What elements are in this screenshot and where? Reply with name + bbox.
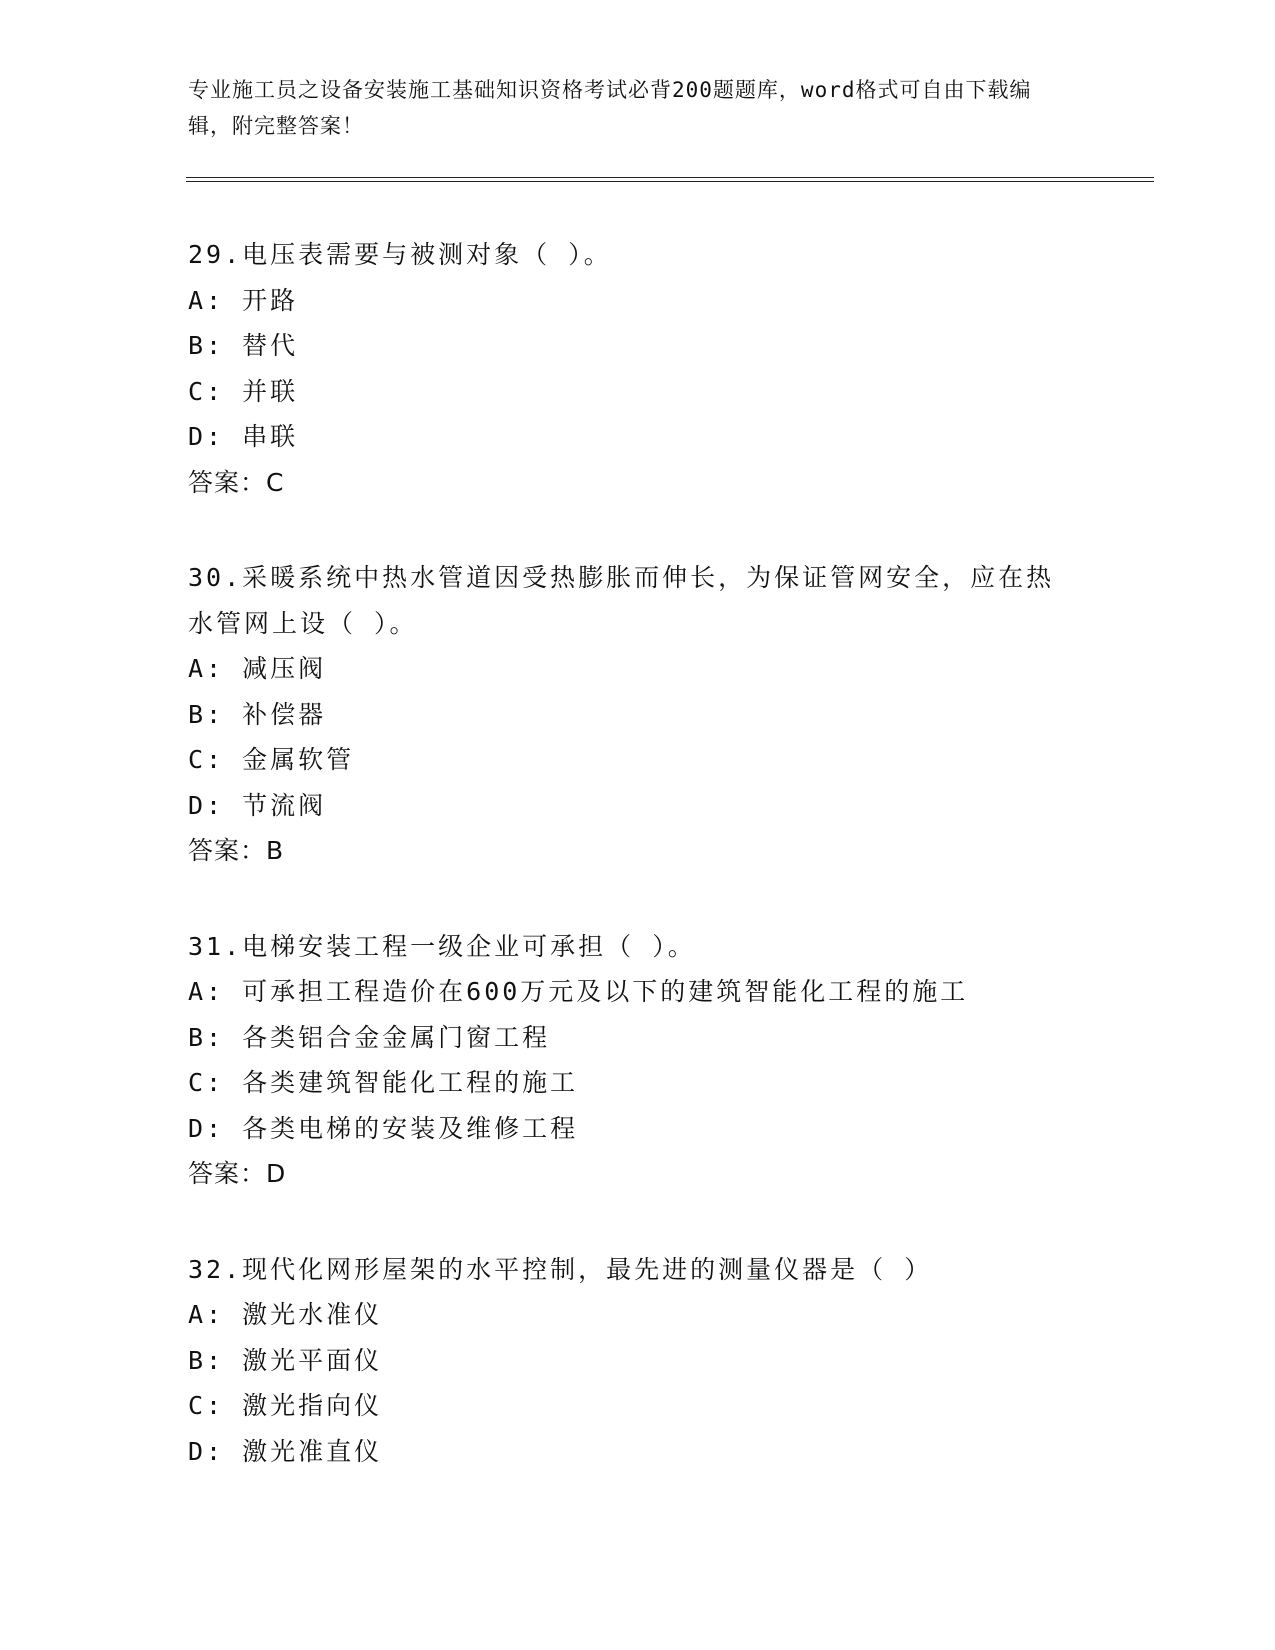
option-d: D: 激光准直仪 [188, 1436, 383, 1466]
question-stem: 32.现代化网形屋架的水平控制，最先进的测量仪器是（ ） [188, 1254, 933, 1284]
option-b: B: 替代 [188, 331, 299, 360]
option-a: A: 激光水准仪 [188, 1300, 383, 1329]
option-d: D: 节流阀 [188, 790, 327, 820]
answer: 答案：D [188, 1159, 287, 1188]
option-b: B: 补偿器 [188, 699, 327, 729]
question-stem: 29.电压表需要与被测对象（ ）。 [188, 240, 612, 269]
option-d: D: 串联 [188, 422, 299, 451]
option-a: A: 减压阀 [188, 654, 327, 683]
question-31 [188, 924, 1088, 1197]
option-b: B: 激光平面仪 [188, 1345, 383, 1375]
option-a: A: 开路 [188, 285, 299, 315]
answer: 答案：C [188, 467, 285, 497]
option-a: A: 可承担工程造价在600万元及以下的建筑智能化工程的施工 [188, 977, 969, 1006]
question-32 [188, 1247, 1088, 1475]
question-list [188, 232, 1088, 1524]
question-stem-line-1: 30.采暖系统中热水管道因受热膨胀而伸长，为保证管网安全，应在热 [188, 563, 1055, 592]
question-30 [188, 555, 1088, 874]
option-c: C: 激光指向仪 [188, 1391, 383, 1420]
option-c: C: 各类建筑智能化工程的施工 [188, 1068, 579, 1097]
option-d: D: 各类电梯的安装及维修工程 [188, 1113, 579, 1143]
option-b: B: 各类铝合金金属门窗工程 [188, 1022, 551, 1052]
header-title: 专业施工员之设备安装施工基础知识资格考试必背200题题库，word格式可自由下载编辑，附完整答案！ [188, 78, 1032, 138]
answer: 答案：B [188, 836, 285, 865]
option-c: C: 金属软管 [188, 745, 355, 774]
question-29 [188, 232, 1088, 505]
question-stem-line-2: 水管网上设（ ）。 [188, 608, 418, 638]
option-c: C: 并联 [188, 376, 299, 406]
question-stem: 31.电梯安装工程一级企业可承担（ ）。 [188, 931, 696, 961]
document-header [188, 72, 1068, 144]
header-double-rule [186, 177, 1154, 182]
